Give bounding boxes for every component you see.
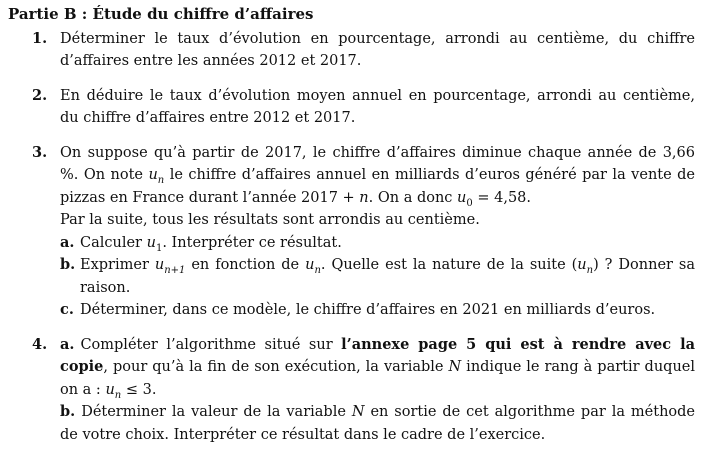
question-3b-text-3: . Quelle est la nature de la suite ( [320,257,578,273]
question-3-text-2d: = 4,58. [472,189,532,206]
question-3b-text-1: Exprimer [80,257,155,273]
question-1-number: 1. [32,29,48,47]
math-N: N [448,359,462,375]
question-4-number: 4. [32,335,48,353]
question-4b-text-1: Déterminer la valeur de la variable [81,404,352,420]
math-subscript-n: n [314,264,321,276]
math-u: u [105,381,115,398]
question-3b-text-4: ) ? Donner sa raison. [80,257,696,296]
question-4b [60,401,695,446]
math-subscript-n: n [114,389,122,401]
math-subscript-n-plus-1: n+1 [164,264,186,276]
question-3a-text-2: . Interpréter ce résultat. [162,234,342,251]
question-3-text-2a: On note [83,167,149,183]
question-3-number: 3. [32,143,48,161]
annex-instruction: l’annexe page 5 qui est à rendre avec la copie [60,335,695,375]
question-3a [60,232,695,255]
math-n: n [359,189,369,206]
question-1 [8,28,695,73]
question-4a-text-2: , pour qu’à la fin de son exécution, la variable [103,359,449,375]
question-3 [8,142,695,322]
question-3c [60,299,695,322]
math-u: u [148,167,158,183]
question-4a-text-3: indique le rang à partir duquel on a : [60,359,696,398]
math-subscript-1: 1 [155,242,163,254]
section-heading: Partie B : Étude du chiffre d’affaires [8,5,314,23]
question-3b-label: b. [60,256,76,273]
question-3-text-1: On suppose qu’à partir de 2017, le chiffre d’affaires diminue chaque année de 3,66 %. [60,144,695,183]
question-2 [8,85,695,130]
question-3c-text: Déterminer, dans ce modèle, le chiffre d’affaires en 2021 en milliards d’euros. [80,302,656,318]
math-u: u [154,257,165,273]
question-4b-label: b. [60,403,76,420]
question-4a-text-4: ≤ 3. [121,381,157,398]
question-3a-text-1: Calculer [80,234,147,251]
question-3b [60,254,695,299]
math-subscript-n: n [586,264,594,276]
question-2-text: En déduire le taux d’évolution moyen annuel en pourcentage, arrondi au centième, du chiffre d’affaires entre 2012 et 2017. [60,87,695,126]
math-u0: u [457,189,467,206]
math-u: u [305,257,315,273]
question-3-note: Par la suite, tous les résultats sont arrondis au centième. [60,212,480,228]
math-subscript-0: 0 [466,197,473,209]
question-1-text: Déterminer le taux d’évolution en pourcentage, arrondi au centième, du chiffre d’affaires entre les années 2012 et 2017. [60,30,695,69]
question-4 [8,334,695,447]
math-u: u [146,234,156,251]
question-4a-label: a. [60,335,75,353]
question-3-text-2c: . On a donc [368,189,458,206]
question-3c-label: c. [60,301,74,318]
question-3-text-2b: le chiffre d’affaires annuel en milliards d’euros généré par la vente de pizzas en France durant l’année 2017 + [60,167,696,206]
question-3a-label: a. [60,233,75,251]
math-subscript-n: n [157,174,165,186]
question-2-number: 2. [32,86,48,104]
question-3b-text-2: en fonction de [185,257,306,273]
question-4a-text-1: Compléter l’algorithme situé sur [80,336,342,353]
math-u: u [577,257,587,273]
question-4a [60,334,695,402]
question-4b-text-2: en sortie de cet algorithme par la méthode de votre choix. Interpréter ce résultat dans le cadre de l’exercice. [60,404,695,443]
math-N: N [351,404,365,420]
question-3-intro [60,142,695,210]
